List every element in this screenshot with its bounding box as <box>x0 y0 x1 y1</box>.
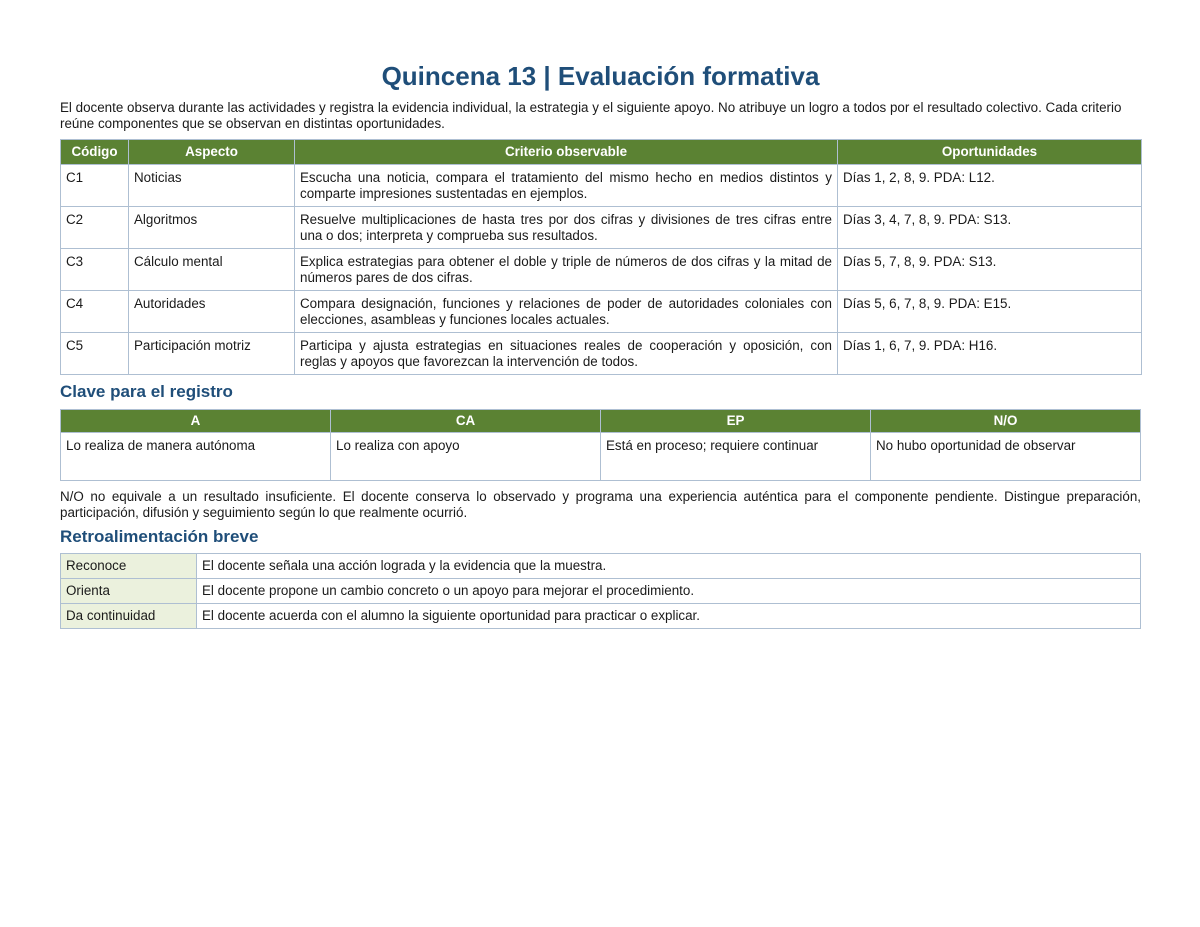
key-description-ca: Lo realiza con apoyo <box>331 433 601 481</box>
criterion-text: Resuelve multiplicaciones de hasta tres por dos cifras y divisiones de tres cifras entre una o dos; interpreta y comprueba sus resultados. <box>295 207 838 249</box>
key-note: N/O no equivale a un resultado insuficiente. El docente conserva lo observado y programa una experiencia auténtica para el componente pendiente. Distingue preparación, participación, difusión y seguimiento según lo que realmente ocurrió. <box>60 489 1141 520</box>
key-description-row <box>61 433 1141 481</box>
criterion-aspect: Participación motriz <box>129 333 295 375</box>
key-description-a: Lo realiza de manera autónoma <box>61 433 331 481</box>
criterion-text: Participa y ajusta estrategias en situaciones reales de cooperación y oposición, con reglas y apoyos que favorezcan la intervención de todos. <box>295 333 838 375</box>
header-oportunidades: Oportunidades <box>838 140 1142 165</box>
feedback-label: Orienta <box>61 579 197 604</box>
table-row <box>61 604 1141 629</box>
feedback-heading: Retroalimentación breve <box>60 527 259 546</box>
criterion-aspect: Algoritmos <box>129 207 295 249</box>
feedback-label: Da continuidad <box>61 604 197 629</box>
key-header-no: N/O <box>871 410 1141 433</box>
header-criterio: Criterio observable <box>295 140 838 165</box>
feedback-table <box>60 553 1141 629</box>
table-row <box>61 291 1142 333</box>
key-header-a: A <box>61 410 331 433</box>
table-row <box>61 579 1141 604</box>
header-codigo: Código <box>61 140 129 165</box>
table-row <box>61 333 1142 375</box>
criterion-opportunities: Días 5, 6, 7, 8, 9. PDA: E15. <box>838 291 1142 333</box>
criterion-aspect: Noticias <box>129 165 295 207</box>
key-header-ca: CA <box>331 410 601 433</box>
criterion-opportunities: Días 1, 6, 7, 9. PDA: H16. <box>838 333 1142 375</box>
criterion-opportunities: Días 3, 4, 7, 8, 9. PDA: S13. <box>838 207 1142 249</box>
criterion-code: C4 <box>61 291 129 333</box>
feedback-text: El docente acuerda con el alumno la siguiente oportunidad para practicar o explicar. <box>197 604 1141 629</box>
table-row <box>61 207 1142 249</box>
criterion-aspect: Autoridades <box>129 291 295 333</box>
criterion-aspect: Cálculo mental <box>129 249 295 291</box>
intro-paragraph: El docente observa durante las actividades y registra la evidencia individual, la estrategia y el siguiente apoyo. No atribuye un logro a todos por el resultado colectivo. Cada criterio reúne componentes que se observan en distintas oportunidades. <box>60 100 1122 131</box>
criterion-text: Compara designación, funciones y relaciones de poder de autoridades coloniales con elecciones, asambleas y funciones locales actuales. <box>295 291 838 333</box>
feedback-text: El docente señala una acción lograda y la evidencia que la muestra. <box>197 554 1141 579</box>
criteria-header-row <box>61 140 1142 165</box>
key-table <box>60 409 1141 481</box>
criterion-code: C1 <box>61 165 129 207</box>
criterion-text: Explica estrategias para obtener el doble y triple de números de dos cifras y la mitad de números pares de dos cifras. <box>295 249 838 291</box>
key-description-ep: Está en proceso; requiere continuar <box>601 433 871 481</box>
criterion-opportunities: Días 1, 2, 8, 9. PDA: L12. <box>838 165 1142 207</box>
criterion-opportunities: Días 5, 7, 8, 9. PDA: S13. <box>838 249 1142 291</box>
criterion-text: Escucha una noticia, compara el tratamiento del mismo hecho en medios distintos y comparte impresiones sustentadas en ejemplos. <box>295 165 838 207</box>
page-title: Quincena 13 | Evaluación formativa <box>381 61 820 91</box>
table-row <box>61 554 1141 579</box>
header-aspecto: Aspecto <box>129 140 295 165</box>
key-header-ep: EP <box>601 410 871 433</box>
feedback-text: El docente propone un cambio concreto o un apoyo para mejorar el procedimiento. <box>197 579 1141 604</box>
key-description-no: No hubo oportunidad de observar <box>871 433 1141 481</box>
criterion-code: C3 <box>61 249 129 291</box>
table-row <box>61 249 1142 291</box>
document-page <box>60 58 1141 629</box>
feedback-label: Reconoce <box>61 554 197 579</box>
table-row <box>61 165 1142 207</box>
criteria-table <box>60 139 1142 375</box>
criterion-code: C5 <box>61 333 129 375</box>
criterion-code: C2 <box>61 207 129 249</box>
key-heading: Clave para el registro <box>60 382 233 401</box>
key-header-row <box>61 410 1141 433</box>
